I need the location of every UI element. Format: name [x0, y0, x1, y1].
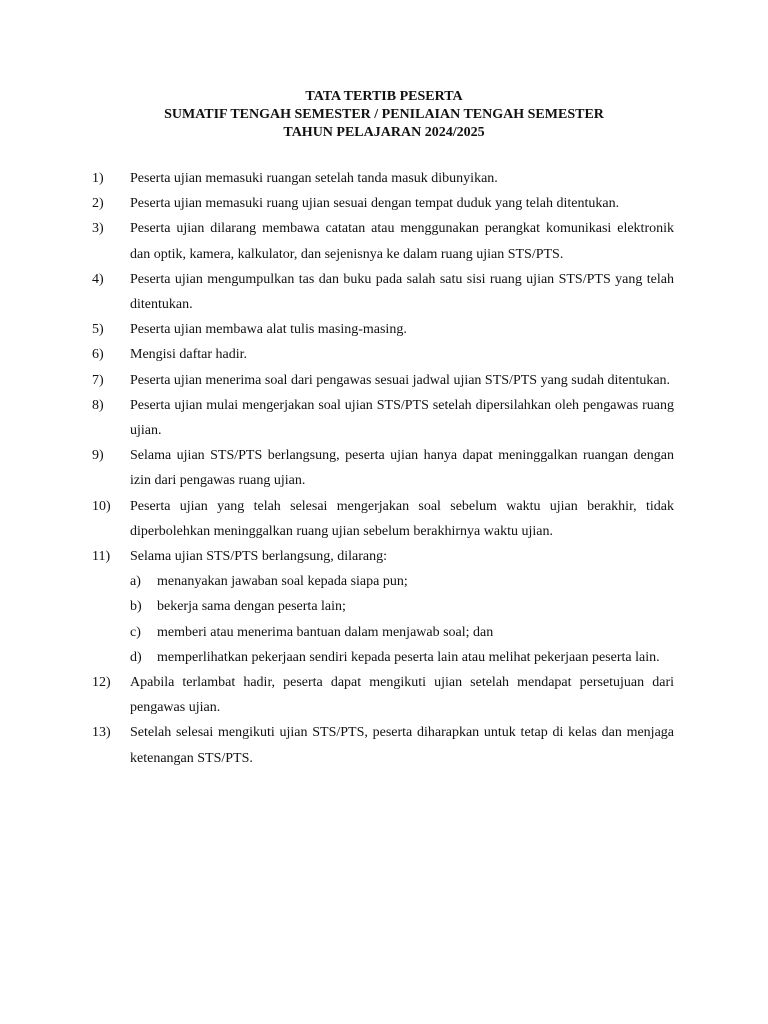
sub-item-letter: d) — [130, 649, 142, 665]
rule-item — [92, 216, 674, 266]
rule-number: 7) — [92, 372, 104, 388]
rule-item — [92, 368, 674, 393]
rule-item — [92, 166, 674, 191]
rule-number: 5) — [92, 322, 104, 338]
rule-text: Peserta ujian mulai mengerjakan soal ujian STS/PTS setelah dipersilahkan oleh pengawas ruang ujian. — [130, 397, 674, 439]
rule-item — [92, 342, 674, 367]
rule-sub-list — [130, 569, 674, 670]
rule-number: 3) — [92, 221, 104, 237]
sub-item-letter: a) — [130, 574, 141, 590]
rule-item — [92, 443, 674, 493]
sub-item-text: bekerja sama dengan peserta lain; — [157, 599, 346, 615]
title-line-1: TATA TERTIB PESERTA — [305, 89, 463, 104]
sub-item-letter: c) — [130, 624, 141, 640]
rule-sub-item — [130, 620, 674, 645]
rule-item — [92, 720, 674, 770]
rule-item — [92, 544, 674, 670]
rule-item — [92, 191, 674, 216]
rule-number: 1) — [92, 171, 104, 186]
rule-number: 11) — [92, 549, 111, 565]
rule-text: Peserta ujian dilarang membawa catatan atau menggunakan perangkat komunikasi elektronik dan optik, kamera, kalkulator, dan sejenisnya ke dalam ruang ujian STS/PTS. — [130, 221, 674, 262]
sub-item-text: memperlihatkan pekerjaan sendiri kepada peserta lain atau melihat pekerjaan peserta lain. — [157, 649, 660, 665]
rule-text: Apabila terlambat hadir, peserta dapat mengikuti ujian setelah mendapat persetujuan dari pengawas ujian. — [130, 675, 674, 716]
rule-number: 2) — [92, 196, 104, 212]
rule-sub-item — [130, 569, 674, 594]
rule-sub-item — [130, 645, 674, 670]
title-line-2: SUMATIF TENGAH SEMESTER / PENILAIAN TENGAH SEMESTER — [164, 107, 604, 122]
rule-text: Peserta ujian membawa alat tulis masing-masing. — [130, 322, 407, 338]
rule-text: Setelah selesai mengikuti ujian STS/PTS, peserta diharapkan untuk tetap di kelas dan menjaga ketenangan STS/PTS. — [130, 725, 674, 766]
sub-item-text: memberi atau menerima bantuan dalam menjawab soal; dan — [157, 624, 494, 640]
rule-text: Mengisi daftar hadir. — [130, 347, 248, 363]
rule-number: 10) — [92, 498, 111, 514]
rule-number: 9) — [92, 448, 104, 464]
title-line-3: TAHUN PELAJARAN 2024/2025 — [283, 125, 485, 140]
rule-item — [92, 317, 674, 342]
rule-number: 8) — [92, 397, 104, 413]
rule-number: 13) — [92, 725, 111, 741]
rule-item — [92, 267, 674, 317]
rule-number: 6) — [92, 347, 104, 363]
rule-item — [92, 494, 674, 544]
rule-text: Selama ujian STS/PTS berlangsung, peserta ujian hanya dapat meninggalkan ruangan dengan izin dari pengawas ruang ujian. — [130, 448, 674, 489]
sub-item-text: menanyakan jawaban soal kepada siapa pun; — [157, 574, 408, 590]
rule-item — [92, 393, 674, 443]
rule-text: Peserta ujian mengumpulkan tas dan buku pada salah satu sisi ruang ujian STS/PTS yang telah ditentukan. — [130, 271, 674, 313]
rule-number: 12) — [92, 675, 111, 691]
rule-text: Peserta ujian yang telah selesai mengerjakan soal sebelum waktu ujian berakhir, tidak diperbolehkan meninggalkan ruang ujian sebelum berakhirnya waktu ujian. — [130, 498, 674, 539]
rule-text: Peserta ujian menerima soal dari pengawas sesuai jadwal ujian STS/PTS yang sudah ditentukan. — [130, 372, 671, 388]
rule-number: 4) — [92, 271, 104, 287]
rule-text: Peserta ujian memasuki ruang ujian sesuai dengan tempat duduk yang telah ditentukan. — [130, 196, 620, 212]
rule-item — [92, 670, 674, 720]
rule-text: Selama ujian STS/PTS berlangsung, dilarang: — [130, 549, 388, 565]
rules-list — [92, 166, 674, 771]
rule-text: Peserta ujian memasuki ruangan setelah tanda masuk dibunyikan. — [130, 171, 498, 186]
rule-sub-item — [130, 594, 674, 619]
sub-item-letter: b) — [130, 599, 142, 615]
document-title — [0, 88, 768, 142]
